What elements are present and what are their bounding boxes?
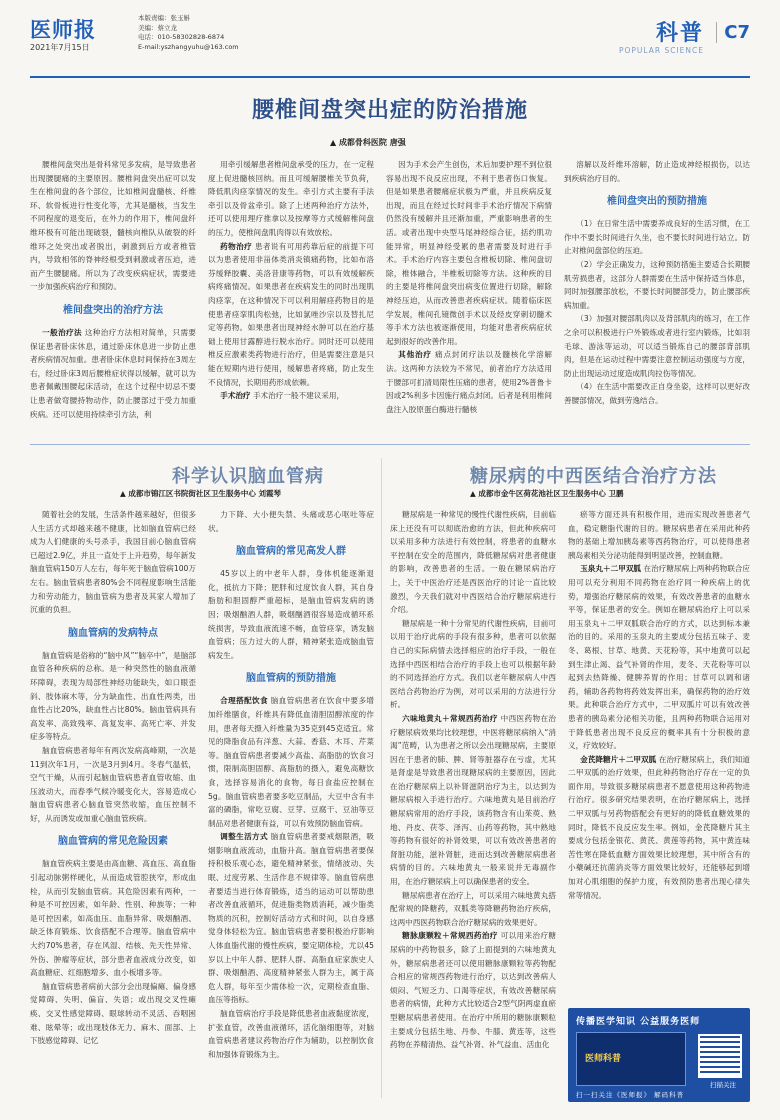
paragraph-text: 患者说有可用药靠后症的前提下可以为患者使用非甾体类消炎镇痛药物，比如布洛芬缓释胶囊、美洛昔康等药物，可以有效缓解疾病疼痛情况。如果患者在疾病发生的同时出现肌肉痉挛，在这种情况下可以利用解痉药物目的是使患者痉挛肌肉松弛，比如氯唑沙宗以及替扎尼定等药物。如果患者出现神经水肿可以在治疗基础上使用甘露醇进行脱水治疗。同时还可以使用椎反应激素类药物进行治疗，但是需要注意是只能在短期内进行使用，缓解患者疼痛，防止发生不良情况，长期用药形成依赖。 (208, 241, 374, 387)
paragraph: （1）在日常生活中需要养成良好的生活习惯，在工作中不要长时间进行久坐，也不要长时间进行站立。防止对椎间盘部位的压迫。 (564, 219, 750, 256)
article2-subhead-population: 脑血管病的常见高发人群 (236, 546, 346, 558)
paragraph: 脑血管病治疗手段是降低患者血液黏度浓度，扩张血管，改善血液循环，活化脑细胞等，对脑血管病患者建议药物治疗作为辅助，以控制饮食和加强体育锻炼为主。 (208, 1009, 374, 1059)
paragraph (568, 562, 750, 752)
paragraph-text: 中西医药物在治疗糖尿病效果均比较理想，中医将糖尿病纳入“消渴”范畴，认为患者之所以会出现糖尿病，主要原因在于患者的肺、脾、肾等脏器存在亏虚，尤其是肾虚是导致患者出现糖尿病的主要原因，因此在治疗糖尿病上以补肾滋阴治疗为主，以达到为糖尿病根入手进行治疗。六味地黄丸是目前治疗糖尿病常用的治疗手段，该药物含有山茱萸、熟地、丹皮、茯苓、泽泻、山药等药物，其中熟地等药物有很好的补肾效果，可以有效改善患者的肾脏功能，滋补肾脏，进而达到改善糖尿病患者病情的目的。六味地黄丸一般来说并无毒副作用，在治疗糖尿病上可以确保患者的安全。 (390, 713, 556, 887)
paragraph: 用牵引缓解患者椎间盘承受的压力，在一定程度上促进髓核回纳。而且可缓解腰椎关节负荷，降低肌肉痉挛情况的发生。牵引方式主要有手法牵引以及骨盆牵引。除了上述两种治疗方法外，还可以使用理疗推拿以及按摩等方式缓解椎间盘的压力，使椎间盘肌肉得以有效放松。 (208, 160, 374, 237)
paragraph: 45岁以上的中老年人群，身体机能逐渐退化，抵抗力下降；肥胖和过度饮食人群，其自身脂肪和胆固醇严重超标，是脑血管病发病的诱因；吸烟酗酒人群，吸烟酗酒很容易造成循环系统损害，导致血液流速不畅，血管痉挛，诱发脑血管病；压力过大的人群，精神紧张造成脑血管病发生。 (208, 569, 374, 660)
paragraph: 脑血管病是俗称的“脑中风”“脑卒中”，是脑部血管各种疾病的总称。是一种突然性的脑血液循环障碍，表现为局部性神经功能缺失，如口眼歪斜、肢体麻木等，分为缺血性、出血性两类，出血性占比20%，缺血性占比80%。脑血管病具有高发率、高致残率、高复发率、高死亡率、并发症多等特点。 (30, 650, 196, 742)
paragraph (30, 326, 196, 421)
article1-column-1 (30, 158, 196, 428)
editor-line: 电话：010-58302828-6874 (138, 33, 225, 41)
paragraph (390, 929, 556, 1051)
article1-byline: ▲ 成都骨科医院 唐强 (330, 138, 406, 147)
paragraph: 力下降、大小便失禁、头痛或恶心呕吐等症状。 (208, 510, 374, 533)
paragraph (208, 694, 374, 830)
paragraph (208, 830, 374, 1007)
paragraph: （3）加强对腰部肌肉以及背部肌肉的练习，在工作之余可以积极进行户外锻炼或者进行室内锻炼，比如羽毛球、游泳等运动，可以适当锻炼自己的腰部背部肌肉，但是在运动过程中需要注意控制运动强度与方度，防止出现运动过度造成肌肉拉伤等情况。 (564, 314, 750, 378)
paragraph-lead: 手术治疗 (220, 391, 251, 401)
paragraph-lead: 糖脉康颗粒＋常规西药治疗 (402, 931, 498, 941)
paragraph (568, 753, 750, 903)
column-divider (381, 458, 382, 1098)
article3-column-1 (390, 508, 556, 1098)
paragraph: 腰椎间盘突出是骨科常见多发病，是导致患者出现腰腿痛的主要原因。腰椎间盘突出症可以发生在椎间盘的各个部位，比如椎间盘髓核、纤维环、软骨板进行性变化等，尤其是髓核，当发生不同程度的退变后，在外力的作用下，椎间盘纤维环极有可能出现破裂，髓核向椎队从破裂的纤维环之处突出或者脱出，刺激到后方或者椎管内，导致相邻的脊神经根受到刺激或者压迫，进而产生腰腿痛。所以为了改变疾病症状，需要进一步加强疾病治疗和预防。 (30, 160, 196, 292)
qr-code-label: 扫描关注 (710, 1081, 736, 1089)
page-number: C7 (716, 22, 750, 43)
article2-title: 科学认识脑血管病 (172, 466, 324, 487)
paragraph-lead: 其他治疗 (398, 350, 432, 360)
paragraph: （4）在生活中需要改正自身坐姿，这样可以更好改善腰部情况，做到劳逸结合。 (564, 382, 750, 405)
paragraph: 糖尿病患者在治疗上，可以采用六味地黄丸搭配常规的降糖药，双胍类等降糖药物治疗疾病，这两中西医药物联合治疗糖尿病的效果更好。 (390, 890, 556, 927)
paragraph-lead: 调整生活方式 (220, 832, 268, 842)
advert-image (576, 1032, 686, 1086)
newspaper-logo: 医师报 (30, 17, 96, 42)
paragraph: 因为手术会产生创伤，术后加要护理不到位很容易出现不良反应出现，不利于患者伤口恢复。但是如果患者腰痛症状极为严重，并且疾病反复出现，而且在经过长时间非手术治疗情况下病情仍然没有缓解并且还渐加重，严重影响患者的生活。或者出现中央型马尾神经综合征，括约肌功能异常，明显神经受累的患者需要及时进行手术。手术治疗内容主要包含椎板切除、椎间盘切除，椎体融合，半椎板切除等方法。这种疾的目的主要是将椎间盘突出病变位置进行切除，解除神经压迫，从而改善患者疾病症状。随着临床医学发展，椎间孔镜微创手术以及经皮穿刺切髓术等手术方法也被逐渐使用，均能对患者疾病症状起到很好的改善作用。 (386, 160, 552, 346)
editor-line: 本版责编：张玉斛 (138, 14, 190, 22)
promo-advert[interactable] (568, 1008, 750, 1102)
paragraph (386, 348, 552, 416)
section-divider (30, 444, 750, 445)
article2-byline: ▲ 成都市锦江区书院街社区卫生服务中心 刘霞琴 (120, 489, 281, 498)
paragraph: 脑血管疾病主要是由高血糖、高血压、高血脂引起动脉粥样硬化，从而造成管腔狭窄，形成血栓，从而引发脑血管病。其危险因素有两种，一种是不可控因素，如年龄、性别、种族等；一种是可控因素，如高血压、血脂异常、吸烟酗酒、缺乏体育锻炼、饮食搭配不合理等。脑血管病中大约70%患者，存在风湿、结核、先天性异常、外伤、肿瘤等症状，部分患者血液成分改变，如高血糖症、红细胞增多、血小板增多等。 (30, 859, 196, 978)
paragraph-lead: 六味地黄丸＋常规西药治疗 (402, 713, 498, 723)
paragraph: 脑血管病患者病前大部分会出现偏瘫、偏身感觉障碍、失明、偏盲、失语；或出现交叉性瘫痪、交叉性感觉障碍、眼球转动不灵活、吞咽困难、眩晕等；或出现肢体无力、麻木、面部、上下肢感觉障碍、记忆 (30, 981, 196, 1046)
paragraph-text: 痛点封闭疗法以及髓核化学溶解法。这两种方法较为不常见，前者治疗方法适用于腰部可扪清局限性压痛的患者，使用2%普鲁卡因或2%利多卡因施行痛点封闭。后者是利用椎间盘注入胶原蛋白酶进行髓核 (386, 350, 552, 414)
article1-column-3 (386, 158, 552, 428)
paragraph: 糖尿病是一种十分常见的代谢性疾病，目前可以用于治疗此病的手段有很多种，患者可以依据自己的实际病情去选择相应的治疗手段，一般在选择中西医相结合治疗的手段上也可以根据年龄的不同选择治疗方式。我们以老年糖尿病人中西医结合药物治疗为例，对可以采用的方法进行分析。 (390, 618, 556, 710)
paragraph-text: 脑血管病患者在饮食中要多增加纤维膳食，纤维具有降低血清胆固醇浓度的作用，患者每天摄入纤维量为35克到45克适宜。常见的降脂食品有洋葱、大蒜、香菇、木耳、芹菜等。脑血管病患者要减少高盐、高脂肪的饮食习惯，限制高胆固醇、高脂肪的摄入，避免高糖饮食，选择容易消化的食物，每日食盐应控制在5g。脑血管病患者要多吃豆制品，大豆中含有丰富的磷脂，常吃豆腐、豆芽、豆腐干、豆油等豆制品对患者健康有益，可以有效预防脑血管病。 (208, 696, 374, 828)
article1-subhead-prevention: 椎间盘突出的预防措施 (607, 196, 707, 208)
paragraph-text: 在治疗糖尿病上，我们知道二甲双胍的治疗效果，但此种药物治疗存在一定的负面作用，导致很多糖尿病患者不愿意使用这种药物进行治疗。很多研究结果表明，在治疗糖尿病上，选择二甲双胍与另药物搭配会有更好的的降低血糖效果的同时，降低不良反应发生率。例如，金芪降糖片其主要成分包括金银花、黄芪、黄莲等药物，其中黄连味苦性寒在降低血糖方面效果比较理想，其中所含有的小蘗碱还抗菌消炎等方面效果比较好，还能够起到增加对心肌细胞的保护力度，有效预防患者出现心律失常等情况。 (568, 754, 750, 900)
article2-subhead-prevention: 脑血管病的预防措施 (246, 673, 336, 685)
paragraph-text: 脑血管病患者要戒烟限酒，吸烟影响血液流动，血脂升高。脑血管病患者要保持积极乐观心态，避免精神紧张，情绪波动、失眠、过度劳累、生活作息不规律等。脑血管病患者要适当进行体育锻炼，适当的运动可以帮助患者改善血液循环，促进脂类物质消耗，减少脂类物质的沉积，控制好活动方式和时间，以自身感觉身体轻松为宜。脑血管病患者要积极治疗影响人体血脂代谢的慢性疾病，要定期体检，尤以45岁以上中年人群、肥胖人群、高脂血症家族史人群、吸烟酗酒、高度精神紧张人群为主，属于高危人群，每年至少需体检一次，定期检查血脂、血压等指标。 (208, 832, 374, 1005)
paragraph-lead: 玉泉丸＋二甲双胍 (580, 564, 642, 574)
paragraph-text: 在治疗糖尿病上两种药物联合应用可以充分利用不同药物在治疗同一种疾病上的优势，增强治疗糖尿病的效果，有效改善患者的血糖水平等，保证患者的安全。例如在糖尿病治疗上可以采用玉泉丸＋二甲双胍联合治疗的方式，以达到标本兼治的目的。采用的玉泉丸的主要成分包括五味子、麦冬、葛根、甘草、地黄、天花粉等，其中地黄可以起到生津止渴、益气补肾的作用，麦冬、天花粉等可以起到去热降燥、健脾养胃的作用；甘草可以调和诸药，辅助各药物将药效发挥出来，确保药物的治疗效果。此种联合治疗方式中，二甲双胍片可以有效改善患者的胰岛素分泌相关功能，且两种药物联合运用对于降低患者出现不良反应的概率具有十分积极的意义，疗效较好。 (568, 564, 750, 751)
editor-line: E-mail:yszhangyuhu@163.com (138, 42, 239, 51)
advert-image-text: 医师科普 (585, 1054, 622, 1064)
paragraph (390, 712, 556, 889)
publication-date: 2021年7月15日 (30, 43, 90, 52)
article3-title: 糖尿病的中西医结合治疗方法 (470, 466, 717, 487)
paragraph-text: 可以用来治疗糖尿病的中药物很多，除了上面提到的六味地黄丸外，糖尿病患者还可以使用糖脉康颗粒等药物配合相应的常规西药物进行治疗，以达到改善病人烦闷、气短乏力、口渴等症状，有效改善糖尿病患者的病情，此种方式比较适合2型气阴两虚血瘀型糖尿病患者使用。在治疗中所用的糖脉康颗粒主要成分包括生地、丹参、牛膝、黄连等，这些药物在养精清热、益气补肾、补气益血、活血化 (390, 931, 556, 1050)
paragraph-lead: 药物治疗 (220, 241, 253, 251)
paragraph: 溶解以及纤维环溶解，防止造成神经根损伤，以达到疾病治疗目的。 (564, 160, 750, 183)
article1-subhead-treatment: 椎间盘突出的治疗方法 (63, 304, 163, 316)
paragraph-lead: 合理搭配饮食 (220, 696, 268, 706)
paragraph-text: 这种治疗方法相对简单，只需要保证患者卧床休息，通过卧床休息进一步防止患者疾病情况加重。患者卧床休息时间保持在3周左右，经过卧床3周后腰椎症状得以缓解，就可以为患者佩戴围腰起床活动，在这个过程中切忌不要让患者做弯腰持物动作，防止腰部过于受力加重疾病。还可以使用持续牵引方法，利 (30, 327, 196, 419)
paragraph: 糖尿病是一种常见的慢性代谢性疾病，目前临床上还没有可以彻底治愈的方法，但此种疾病可以采用多种方法进行有效控制，将患者的血糖水平控制在安全的范围内，降低糖尿病对患者健康的影响，改善患者的生活。一般在糖尿病治疗上，关于中医治疗还是西医治疗的讨论一直比较激烈，今天我们就对中西医结合治疗糖尿病进行介绍。 (390, 510, 556, 615)
section-title-en: POPULAR SCIENCE (618, 46, 704, 55)
article2-subhead-risk: 脑血管病的常见危险因素 (58, 836, 168, 848)
paragraph-text: 手术治疗一般不建议采用， (252, 391, 345, 401)
paragraph: 脑血管病患者每年有两次发病高峰期，一次是11到次年1月，一次是3月到4月。冬春气温低，空气干燥，从而引起脑血管病患者血管收缩、血压波动大，而春季气候冷暖变化大，容易造成心脑血管病患者心脑血管突然收缩，血压控制不好，从而诱发或加重心脑血管疾病。 (30, 745, 196, 823)
qr-code-icon[interactable] (698, 1034, 742, 1078)
paragraph-lead: 一般治疗法 (42, 327, 83, 337)
advert-slogan: 传播医学知识 公益服务医师 (576, 1017, 701, 1027)
article2-column-1 (30, 508, 196, 1098)
header-divider (30, 76, 750, 78)
article3-column-2 (568, 508, 750, 1003)
paragraph-lead: 金芪降糖片＋二甲双胍 (580, 754, 657, 764)
article2-subhead-features: 脑血管病的发病特点 (68, 627, 158, 639)
paragraph (208, 389, 374, 403)
article1-column-2 (208, 158, 374, 428)
article3-byline: ▲ 成都市金牛区荷花池社区卫生服务中心 卫鹏 (470, 489, 624, 498)
advert-footer: 扫一扫关注《医师报》 解码科普 (576, 1091, 685, 1099)
editor-line: 美编：蔡立龙 (138, 23, 177, 32)
article1-column-4 (564, 158, 750, 428)
paragraph: 瘀等方面还具有积极作用，进而实现改善患者气血，稳定糖脂代谢的目的。糖尿病患者在采用此种药物的基础上增加胰岛素等西药物治疗，可以使得患者胰岛素相关分泌功能得到明显改善，控制血糖。 (568, 510, 750, 560)
article2-column-2 (208, 508, 374, 1098)
article1-title: 腰椎间盘突出症的防治措施 (251, 98, 528, 123)
paragraph: （2）学会正确发力，这种预防措施主要适合长期腰肌劳损患者，这部分人群需要在生活中保持适当体息，同时加强腰部放松，不要长时间腰部受力，防止腰部疾病加重。 (564, 259, 750, 310)
paragraph (208, 240, 374, 390)
masthead (30, 8, 750, 74)
editor-info (138, 14, 239, 52)
section-title: 科普 (655, 21, 704, 46)
paragraph: 随着社会的发展，生活条件越来越好，但很多人生活方式却越来越不健康，比如脑血管病已经成为人们健康的头号杀手，我国目前心脑血管病已超过2.9亿，并且一直处于上升趋势，每年新发脑血管病150万人左右，每年死于脑血管病100万左右。脑血管病患者80%会不同程度影响生活能力和劳动能力，脑血管病为患者及其家人增加了沉重的负担。 (30, 510, 196, 615)
